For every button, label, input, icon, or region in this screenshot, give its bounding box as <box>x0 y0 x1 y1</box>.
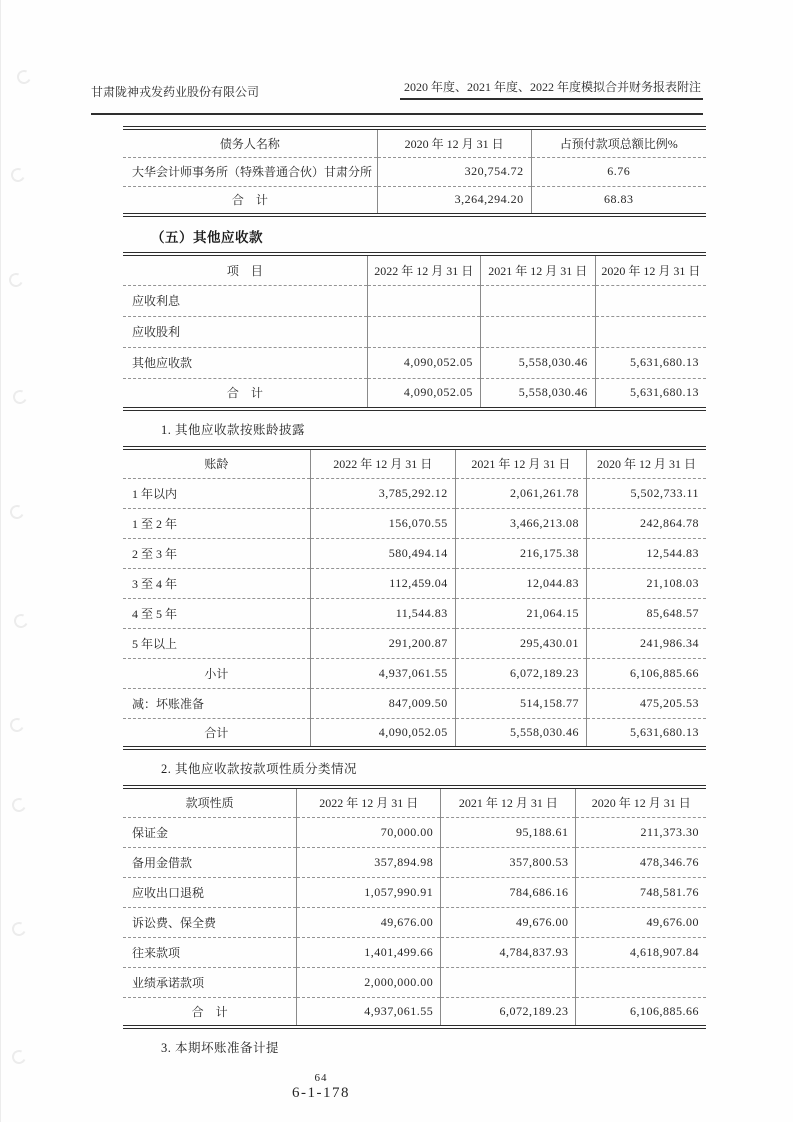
table-cell: 112,459.04 <box>310 568 455 598</box>
table-cell: 784,686.16 <box>441 877 576 907</box>
table-cell: 合 计 <box>123 997 297 1027</box>
table-cell: 580,494.14 <box>310 538 455 568</box>
table-cell: 3 至 4 年 <box>123 568 310 598</box>
table-cell: 320,754.72 <box>377 157 531 186</box>
table-cell <box>576 967 706 997</box>
table-row <box>123 347 706 378</box>
table-cell: 5,558,030.46 <box>480 347 595 378</box>
table-cell: 21,108.03 <box>586 568 706 598</box>
report-title: 2020 年度、2021 年度、2022 年度模拟合并财务报表附注 <box>400 78 703 100</box>
page-header <box>91 78 703 100</box>
table-cell <box>595 316 706 347</box>
table-cell: 68.83 <box>531 186 706 215</box>
table-row <box>123 598 706 628</box>
table-cell: 4,937,061.55 <box>297 997 441 1027</box>
table-row <box>123 907 706 937</box>
table-cell: 12,044.83 <box>455 568 586 598</box>
content-area <box>123 126 706 1056</box>
table-cell: 大华会计师事务所（特殊普通合伙）甘肃分所 <box>132 165 373 179</box>
table-cell <box>441 967 576 997</box>
table-total-row <box>123 997 706 1027</box>
table-cell: 11,544.83 <box>310 598 455 628</box>
table-cell: 3,466,213.08 <box>455 508 586 538</box>
subsection-heading: 1. 其他应收款按账龄披露 <box>161 423 306 437</box>
binding-hole-artifact <box>7 271 25 289</box>
table-row <box>123 628 706 658</box>
company-name: 甘肃陇神戎发药业股份有限公司 <box>91 85 260 99</box>
table-row <box>123 847 706 877</box>
table-total-row <box>123 378 706 409</box>
table-cell: 4,090,052.05 <box>310 718 455 748</box>
table-header-row <box>123 787 706 817</box>
column-header: 债务人名称 <box>123 128 377 157</box>
table-cell: 应收出口退税 <box>123 877 297 907</box>
table-cell <box>480 316 595 347</box>
table-total-row <box>123 186 706 215</box>
table-cell: 2,000,000.00 <box>297 967 441 997</box>
binding-hole-artifact <box>9 166 27 184</box>
page-number: 64 <box>314 1072 328 1084</box>
column-header: 账龄 <box>123 448 310 478</box>
table-cell: 1,057,990.91 <box>297 877 441 907</box>
table-cell: 12,544.83 <box>586 538 706 568</box>
column-header: 2022 年 12 月 31 日 <box>297 787 441 817</box>
table-cell: 847,009.50 <box>310 688 455 718</box>
table-cell: 357,894.98 <box>297 847 441 877</box>
table-cell <box>367 285 480 316</box>
table-header-row <box>123 448 706 478</box>
table-cell: 1,401,499.66 <box>297 937 441 967</box>
column-header: 2022 年 12 月 31 日 <box>367 254 480 285</box>
table-header-row <box>123 254 706 285</box>
table-cell: 6,106,885.66 <box>586 658 706 688</box>
binding-hole-artifact <box>12 612 30 630</box>
table-cell: 211,373.30 <box>576 817 706 847</box>
table-cell: 5,502,733.11 <box>586 478 706 508</box>
table-cell: 156,070.55 <box>310 508 455 538</box>
table-cell: 减：坏账准备 <box>123 688 310 718</box>
table-cell: 475,205.53 <box>586 688 706 718</box>
table-cell: 5 年以上 <box>123 628 310 658</box>
table-cell: 往来款项 <box>123 937 297 967</box>
table-cell: 21,064.15 <box>455 598 586 628</box>
document-code: 6-1-178 <box>292 1085 350 1101</box>
table-cell: 4,090,052.05 <box>367 347 480 378</box>
table-row <box>123 688 706 718</box>
table-cell: 49,676.00 <box>576 907 706 937</box>
table-cell: 5,631,680.13 <box>595 347 706 378</box>
binding-hole-artifact <box>11 388 29 406</box>
table-cell: 应收股利 <box>123 316 367 347</box>
table-cell <box>367 316 480 347</box>
table-cell: 5,558,030.46 <box>455 718 586 748</box>
section-heading: （五）其他应收款 <box>151 230 263 245</box>
binding-hole-artifact <box>10 796 28 814</box>
table-row <box>123 316 706 347</box>
table-cell: 其他应收款 <box>123 347 367 378</box>
table-cell: 2 至 3 年 <box>123 538 310 568</box>
table-subtotal-row <box>123 658 706 688</box>
binding-hole-artifact <box>15 68 33 86</box>
table-cell: 业绩承诺款项 <box>123 967 297 997</box>
column-header: 2020 年 12 月 31 日 <box>576 787 706 817</box>
table-cell: 合 计 <box>123 186 377 215</box>
aging-table <box>123 446 706 750</box>
table-cell: 514,158.77 <box>455 688 586 718</box>
table-row <box>123 568 706 598</box>
table-cell: 49,676.00 <box>441 907 576 937</box>
table-cell <box>480 285 595 316</box>
column-header: 占预付款项总额比例% <box>531 128 706 157</box>
table-cell: 291,200.87 <box>310 628 455 658</box>
table-cell: 242,864.78 <box>586 508 706 538</box>
table-cell: 合 计 <box>123 378 367 409</box>
table-row <box>123 937 706 967</box>
table-cell: 5,558,030.46 <box>480 378 595 409</box>
column-header: 2021 年 12 月 31 日 <box>441 787 576 817</box>
table-cell: 295,430.01 <box>455 628 586 658</box>
column-header: 2020 年 12 月 31 日 <box>586 448 706 478</box>
column-header: 项 目 <box>123 254 367 285</box>
table-cell: 70,000.00 <box>297 817 441 847</box>
table-cell: 357,800.53 <box>441 847 576 877</box>
table-row <box>123 817 706 847</box>
table-cell: 小计 <box>123 658 310 688</box>
table-cell: 4,618,907.84 <box>576 937 706 967</box>
table-cell: 4,090,052.05 <box>367 378 480 409</box>
table-cell: 4,937,061.55 <box>310 658 455 688</box>
column-header: 2020 年 12 月 31 日 <box>595 254 706 285</box>
table-row <box>123 877 706 907</box>
table-cell: 85,648.57 <box>586 598 706 628</box>
table-cell: 49,676.00 <box>297 907 441 937</box>
nature-table <box>123 785 706 1029</box>
table-cell: 4 至 5 年 <box>123 598 310 628</box>
table-row <box>123 967 706 997</box>
binding-hole-artifact <box>8 716 26 734</box>
page-footer <box>1 1072 641 1102</box>
table-cell: 5,631,680.13 <box>595 378 706 409</box>
column-header: 2022 年 12 月 31 日 <box>310 448 455 478</box>
table-cell: 应收利息 <box>132 294 181 308</box>
table-row <box>123 157 706 186</box>
debtor-table <box>123 126 706 217</box>
table-cell: 95,188.61 <box>441 817 576 847</box>
table-header-row <box>123 128 706 157</box>
column-header: 款项性质 <box>123 787 297 817</box>
table-cell: 4,784,837.93 <box>441 937 576 967</box>
table-cell: 保证金 <box>132 825 169 840</box>
table-cell: 3,785,292.12 <box>310 478 455 508</box>
table-row <box>123 478 706 508</box>
binding-hole-artifact <box>10 920 28 938</box>
table-cell: 2,061,261.78 <box>455 478 586 508</box>
table-cell: 诉讼费、保全费 <box>123 907 297 937</box>
table-cell: 478,346.76 <box>576 847 706 877</box>
table-row <box>123 285 706 316</box>
table-cell: 1 至 2 年 <box>123 508 310 538</box>
column-header: 2021 年 12 月 31 日 <box>455 448 586 478</box>
table-cell <box>595 285 706 316</box>
header-rule <box>91 113 703 115</box>
table-row <box>123 508 706 538</box>
binding-hole-artifact <box>8 503 26 521</box>
other-receivables-summary-table <box>123 252 706 411</box>
table-cell: 241,986.34 <box>586 628 706 658</box>
table-total-row <box>123 718 706 748</box>
table-row <box>123 538 706 568</box>
subsection-heading: 2. 其他应收款按款项性质分类情况 <box>161 762 358 776</box>
table-cell: 6,106,885.66 <box>576 997 706 1027</box>
binding-hole-artifact <box>10 1048 28 1066</box>
table-cell: 6,072,189.23 <box>441 997 576 1027</box>
table-cell: 6.76 <box>531 157 706 186</box>
table-cell: 5,631,680.13 <box>586 718 706 748</box>
table-cell: 6,072,189.23 <box>455 658 586 688</box>
table-cell: 1 年以内 <box>132 486 178 501</box>
column-header: 2021 年 12 月 31 日 <box>480 254 595 285</box>
table-cell: 748,581.76 <box>576 877 706 907</box>
column-header: 2020 年 12 月 31 日 <box>377 128 531 157</box>
table-cell: 3,264,294.20 <box>377 186 531 215</box>
table-cell: 备用金借款 <box>123 847 297 877</box>
table-cell: 216,175.38 <box>455 538 586 568</box>
subsection-heading: 3. 本期坏账准备计提 <box>161 1041 280 1055</box>
table-cell: 合计 <box>123 718 310 748</box>
